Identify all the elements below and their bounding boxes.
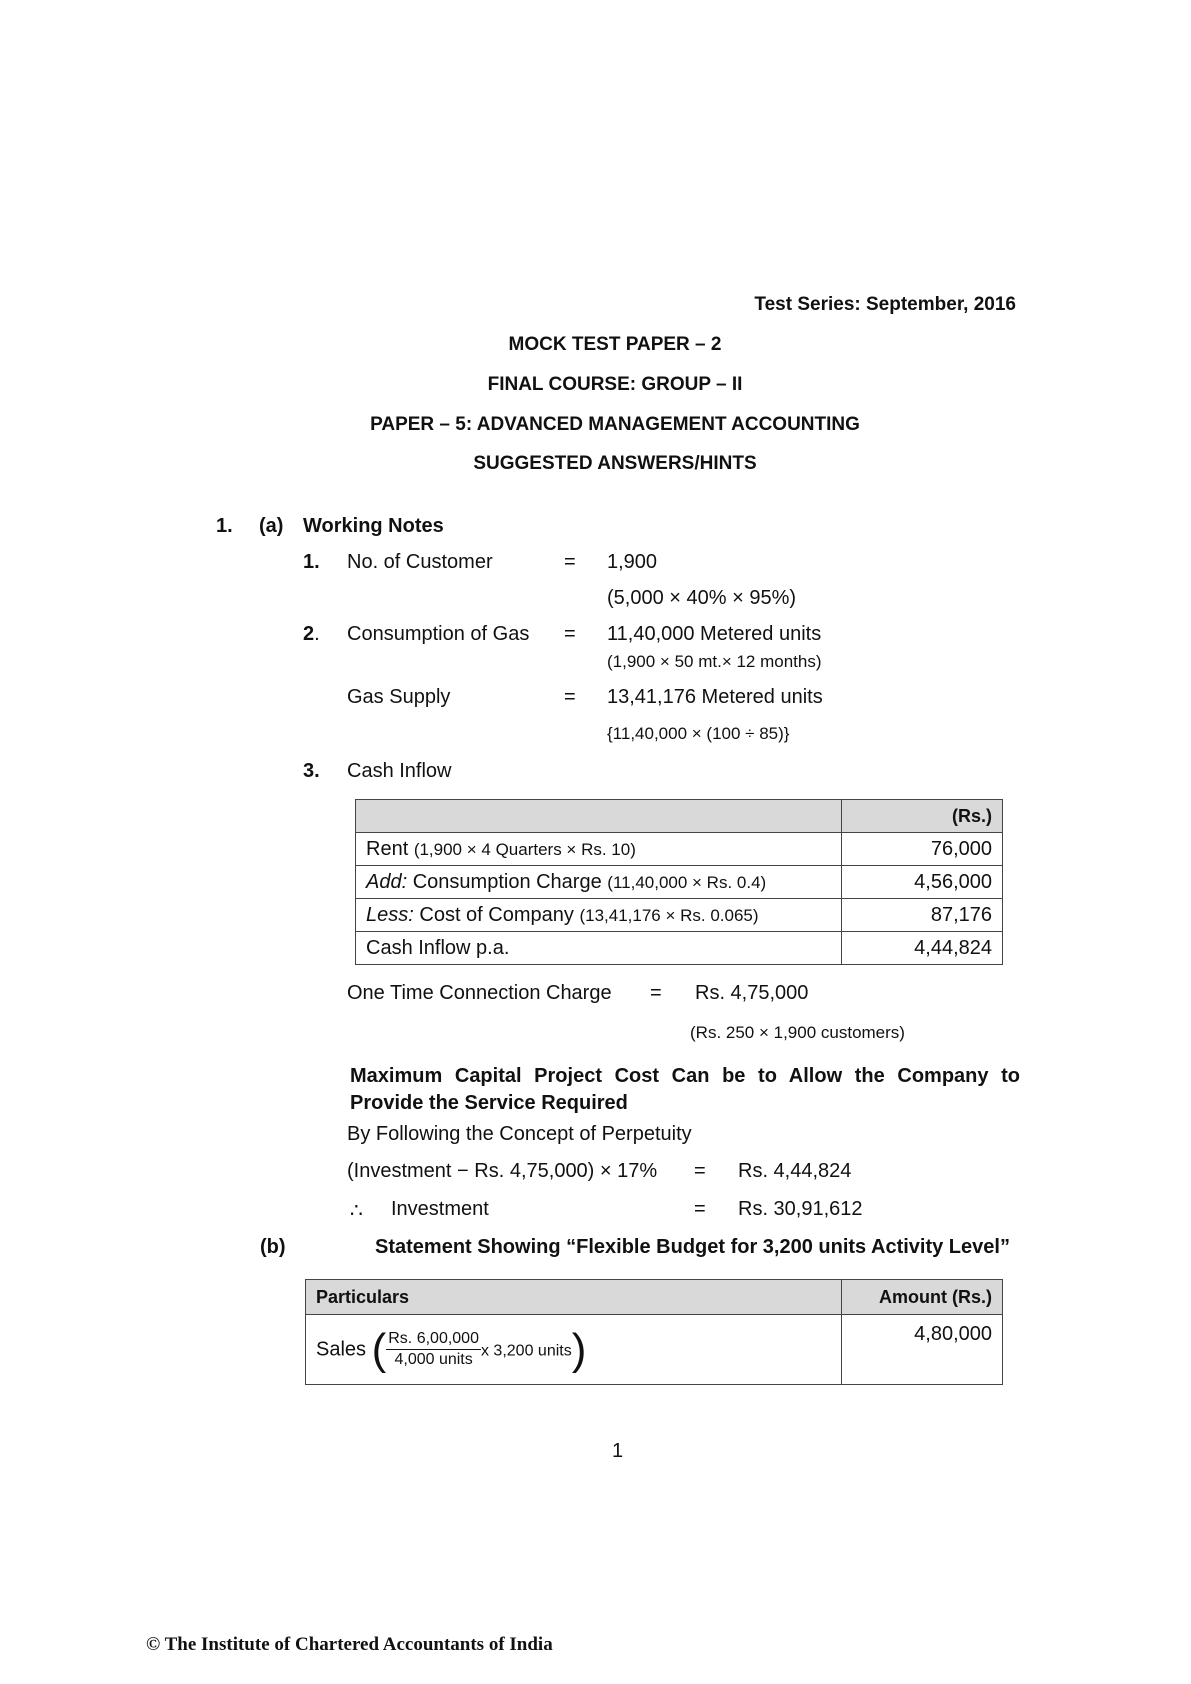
paper-title: MOCK TEST PAPER – 2	[508, 334, 722, 355]
connection-charge-value: Rs. 4,75,000	[695, 982, 809, 1004]
cash-inflow-table	[355, 799, 1003, 965]
row-description: Less: Cost of Company (13,41,176 × Rs. 0.065)	[356, 899, 842, 932]
note2-number: 2.	[303, 623, 320, 645]
gas-supply-calc: {11,40,000 × (100 ÷ 85)}	[607, 724, 790, 743]
note2-value: 11,40,000 Metered units	[607, 623, 822, 645]
row-description: Cash Inflow p.a.	[356, 932, 842, 965]
left-paren: (	[371, 1324, 387, 1374]
table-row	[356, 833, 1003, 866]
page-number: 1	[612, 1440, 624, 1462]
flexible-budget-table	[305, 1279, 1003, 1385]
cash-inflow-header-blank	[356, 800, 842, 833]
working-notes-heading: Working Notes	[303, 515, 444, 537]
part-a-label: (a)	[259, 515, 284, 537]
right-paren: )	[571, 1324, 587, 1374]
note2-label: Consumption of Gas	[347, 623, 530, 645]
note2-calc: (1,900 × 50 mt.× 12 months)	[607, 652, 822, 671]
test-series-label: Test Series: September, 2016	[754, 294, 1016, 315]
subtitle: SUGGESTED ANSWERS/HINTS	[473, 453, 757, 474]
note1-number: 1.	[303, 551, 320, 573]
row-amount: 4,56,000	[842, 866, 1003, 899]
max-capital-heading: Maximum Capital Project Cost Can be to Allow the Company to Provide the Service Required	[350, 1065, 1020, 1114]
gas-supply-label: Gas Supply	[347, 686, 451, 708]
flex-header-row	[306, 1280, 1003, 1315]
row-amount: 87,176	[842, 899, 1003, 932]
table-row	[306, 1315, 1003, 1385]
part-b-label: (b)	[260, 1236, 286, 1258]
perpetuity-equals: =	[694, 1160, 706, 1182]
cash-inflow-header-amount: (Rs.)	[842, 800, 1003, 833]
row-description: Add: Consumption Charge (11,40,000 × Rs. 0.4)	[356, 866, 842, 899]
cash-inflow-header-row	[356, 800, 1003, 833]
statement-title: Statement Showing “Flexible Budget for 3,200 units Activity Level”	[375, 1236, 1010, 1258]
note1-label: No. of Customer	[347, 551, 493, 573]
sales-multiplier: x 3,200 units	[480, 1341, 572, 1359]
flex-header-amount: Amount (Rs.)	[842, 1280, 1003, 1315]
note1-equals: =	[564, 551, 576, 573]
perpetuity-equation-right: Rs. 4,44,824	[738, 1160, 852, 1182]
row-amount: 4,44,824	[842, 932, 1003, 965]
row-description: Rent (1,900 × 4 Quarters × Rs. 10)	[356, 833, 842, 866]
gas-supply-equals: =	[564, 686, 576, 708]
perpetuity-line: By Following the Concept of Perpetuity	[347, 1123, 692, 1145]
fraction-denominator: 4,000 units	[394, 1351, 473, 1368]
sales-amount: 4,80,000	[842, 1315, 1003, 1385]
question-number: 1.	[216, 515, 233, 537]
connection-charge-equals: =	[650, 982, 662, 1004]
investment-equals: =	[694, 1198, 706, 1220]
sales-fraction	[386, 1329, 481, 1370]
fraction-numerator: Rs. 6,00,000	[386, 1329, 481, 1350]
therefore-symbol: ∴	[350, 1200, 363, 1222]
perpetuity-equation-left: (Investment − Rs. 4,75,000) × 17%	[347, 1160, 658, 1182]
investment-label: Investment	[391, 1198, 489, 1220]
note1-value: 1,900	[607, 551, 658, 573]
subject-title: PAPER – 5: ADVANCED MANAGEMENT ACCOUNTING	[370, 414, 860, 435]
course-title: FINAL COURSE: GROUP – II	[487, 374, 743, 395]
flex-header-particulars: Particulars	[306, 1280, 842, 1315]
note3-number: 3.	[303, 760, 320, 782]
table-row	[356, 899, 1003, 932]
sales-cell	[306, 1315, 842, 1385]
row-amount: 76,000	[842, 833, 1003, 866]
note2-equals: =	[564, 623, 576, 645]
table-row	[356, 932, 1003, 965]
investment-value: Rs. 30,91,612	[738, 1198, 863, 1220]
connection-charge-calc: (Rs. 250 × 1,900 customers)	[690, 1023, 905, 1042]
table-row	[356, 866, 1003, 899]
gas-supply-value: 13,41,176 Metered units	[607, 686, 823, 708]
note1-calc: (5,000 × 40% × 95%)	[607, 587, 797, 609]
connection-charge-label: One Time Connection Charge	[347, 982, 612, 1004]
note3-label: Cash Inflow	[347, 760, 452, 782]
sales-label: Sales	[316, 1337, 367, 1360]
footer-copyright: © The Institute of Chartered Accountants of India	[146, 1634, 553, 1655]
